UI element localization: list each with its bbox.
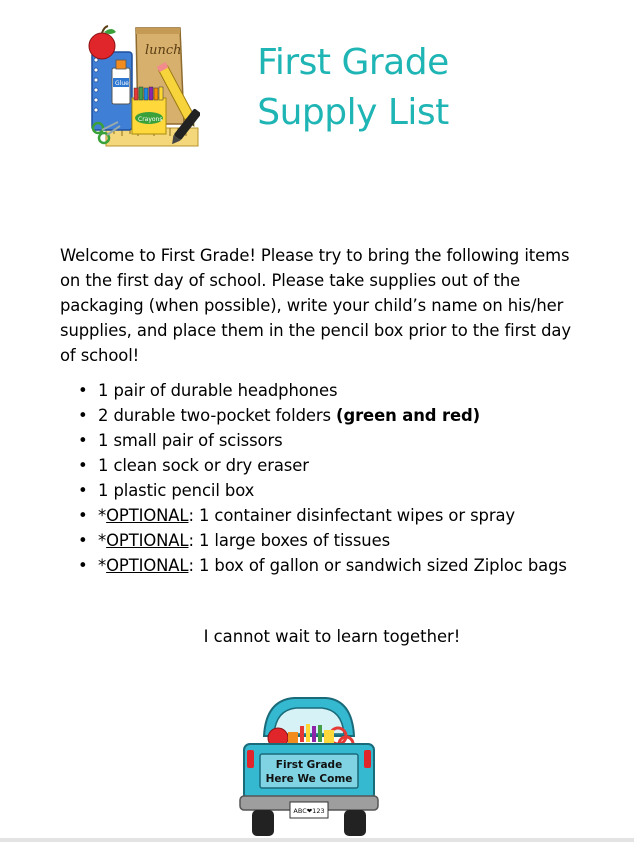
bullet: • — [78, 531, 88, 550]
svg-text:Glue: Glue — [115, 80, 129, 87]
bullet: • — [78, 506, 88, 525]
list-item — [78, 428, 567, 453]
item-text: 1 small pair of scissors — [98, 431, 283, 450]
bullet: • — [78, 406, 88, 425]
page-title — [208, 38, 498, 138]
page-bottom-edge — [0, 838, 634, 842]
intro-paragraph: Welcome to First Grade! Please try to bring the following items on the first day of school. Please take supplies out of the packaging (when possible), write your child’s name on his/her supplies, and place them in the pencil box prior to the first day of school! — [60, 246, 571, 366]
optional-prefix: * — [98, 506, 107, 525]
item-text: 1 pair of durable headphones — [98, 381, 338, 400]
bullet: • — [78, 556, 88, 575]
list-item — [78, 528, 567, 553]
item-text: : 1 box of gallon or sandwich sized Ziploc bags — [188, 556, 567, 575]
optional-prefix: * — [98, 531, 107, 550]
item-text: 1 plastic pencil box — [98, 481, 255, 500]
item-text: 2 durable two-pocket folders — [98, 406, 337, 425]
svg-text:First Grade: First Grade — [275, 759, 343, 771]
bullet: • — [78, 481, 88, 500]
supply-list — [78, 378, 567, 578]
list-item — [78, 403, 567, 428]
item-text: : 1 large boxes of tissues — [188, 531, 391, 550]
list-item — [78, 378, 567, 403]
folder-colors: (green and red) — [336, 406, 481, 425]
svg-text:Here We Come: Here We Come — [265, 773, 353, 785]
title-line-1: First Grade — [257, 42, 449, 83]
optional-prefix: * — [98, 556, 107, 575]
list-item — [78, 503, 567, 528]
school-truck-clipart-icon — [238, 692, 380, 842]
closing-line: I cannot wait to learn together! — [203, 627, 461, 646]
list-item — [78, 453, 567, 478]
optional-label: OPTIONAL — [106, 556, 189, 575]
bullet: • — [78, 431, 88, 450]
optional-label: OPTIONAL — [106, 531, 189, 550]
item-text: : 1 container disinfectant wipes or spray — [188, 506, 515, 525]
bullet: • — [78, 456, 88, 475]
svg-text:Crayons: Crayons — [138, 116, 163, 123]
svg-text:ABC❤123: ABC❤123 — [293, 807, 325, 815]
item-text: 1 clean sock or dry eraser — [98, 456, 309, 475]
svg-text:lunch: lunch — [145, 43, 182, 58]
list-item — [78, 553, 567, 578]
school-supplies-clipart-icon — [88, 24, 200, 152]
bullet: • — [78, 381, 88, 400]
title-line-2: Supply List — [257, 92, 449, 133]
list-item — [78, 478, 567, 503]
optional-label: OPTIONAL — [106, 506, 189, 525]
